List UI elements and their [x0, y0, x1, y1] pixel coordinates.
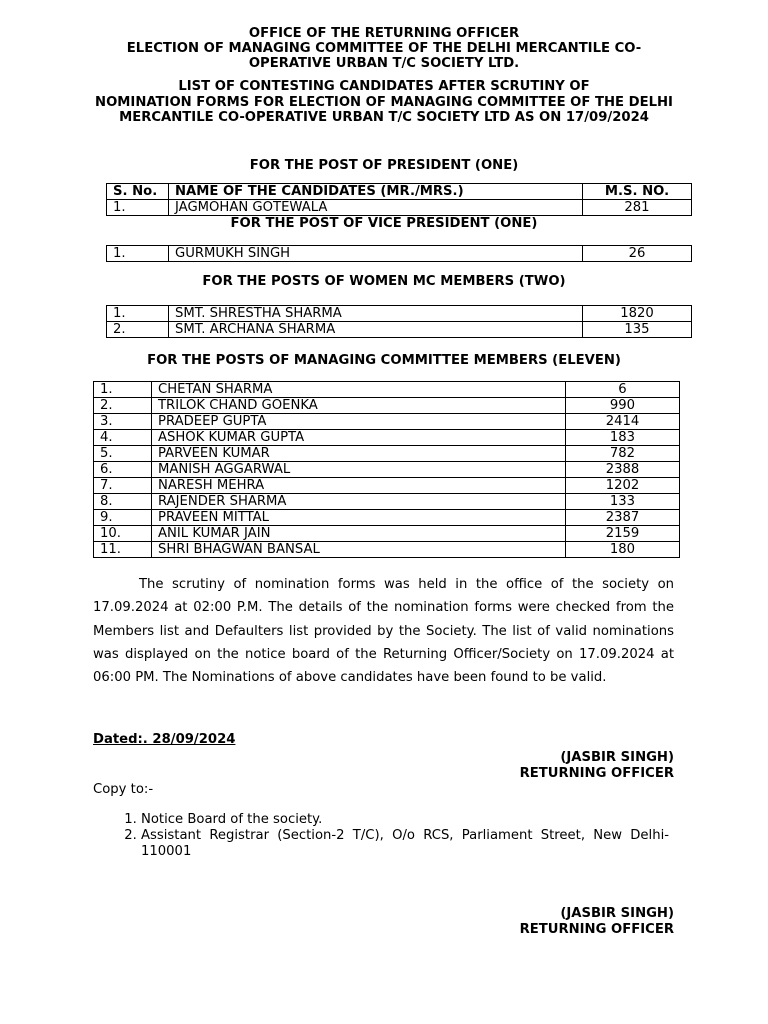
sno-cell: 1. — [94, 382, 152, 398]
sno-cell: 1. — [107, 306, 169, 322]
name-cell: SMT. ARCHANA SHARMA — [169, 322, 583, 338]
table-row — [94, 430, 680, 446]
list-item: 1. Notice Board of the society. — [141, 812, 669, 828]
list-title-line3: MERCANTILE CO-OPERATIVE URBAN T/C SOCIETY LTD AS ON 17/09/2024 — [119, 110, 649, 125]
table-row — [94, 510, 680, 526]
dated-label: Dated:. 28/09/2024 — [93, 732, 236, 747]
sno-header: S. No. — [107, 184, 169, 200]
ms-cell: 6 — [566, 382, 680, 398]
election-title-line1: ELECTION OF MANAGING COMMITTEE OF THE DELHI MERCANTILE CO- — [126, 41, 642, 56]
sno-cell: 1. — [107, 246, 169, 262]
table-row — [94, 398, 680, 414]
copy-to-label: Copy to:- — [93, 782, 154, 797]
list-title-line2: NOMINATION FORMS FOR ELECTION OF MANAGING COMMITTEE OF THE DELHI — [95, 95, 673, 110]
ms-cell: 2388 — [566, 462, 680, 478]
table-row — [94, 542, 680, 558]
table-row — [94, 526, 680, 542]
ms-cell: 135 — [583, 322, 692, 338]
name-cell: GURMUKH SINGH — [169, 246, 583, 262]
ms-cell: 1820 — [583, 306, 692, 322]
sno-cell: 11. — [94, 542, 152, 558]
vice-president-section-title: FOR THE POST OF VICE PRESIDENT (ONE) — [230, 216, 538, 231]
ms-cell: 1202 — [566, 478, 680, 494]
copy-to-list — [93, 812, 669, 860]
name-cell: RAJENDER SHARMA — [152, 494, 566, 510]
name-cell: CHETAN SHARMA — [152, 382, 566, 398]
table-row — [94, 382, 680, 398]
ms-cell: 26 — [583, 246, 692, 262]
ms-cell: 2387 — [566, 510, 680, 526]
ms-cell: 183 — [566, 430, 680, 446]
election-title-line2: OPERATIVE URBAN T/C SOCIETY LTD. — [248, 56, 520, 71]
sno-cell: 4. — [94, 430, 152, 446]
office-title: OFFICE OF THE RETURNING OFFICER — [248, 26, 520, 41]
signature-title: RETURNING OFFICER — [519, 922, 674, 937]
table-row — [94, 494, 680, 510]
sno-cell: 9. — [94, 510, 152, 526]
sno-cell: 8. — [94, 494, 152, 510]
name-cell: MANISH AGGARWAL — [152, 462, 566, 478]
name-cell: SHRI BHAGWAN BANSAL — [152, 542, 566, 558]
list-item: 2. Assistant Registrar (Section-2 T/C), O/o RCS, Parliament Street, New Delhi-110001 — [141, 828, 669, 860]
women-table — [106, 305, 692, 338]
name-cell: SMT. SHRESTHA SHARMA — [169, 306, 583, 322]
ms-cell: 782 — [566, 446, 680, 462]
signature-name: (JASBIR SINGH) — [560, 906, 674, 921]
mc-section-title: FOR THE POSTS OF MANAGING COMMITTEE MEMBERS (ELEVEN) — [147, 353, 621, 368]
mc-table — [93, 381, 680, 558]
sno-cell: 10. — [94, 526, 152, 542]
sno-cell: 3. — [94, 414, 152, 430]
name-cell: JAGMOHAN GOTEWALA — [169, 200, 583, 216]
ms-header: M.S. NO. — [583, 184, 692, 200]
table-row — [94, 414, 680, 430]
sno-cell: 1. — [107, 200, 169, 216]
women-section-title: FOR THE POSTS OF WOMEN MC MEMBERS (TWO) — [202, 274, 566, 289]
list-title-line1: LIST OF CONTESTING CANDIDATES AFTER SCRUTINY OF — [178, 79, 590, 94]
table-row — [94, 446, 680, 462]
ms-cell: 990 — [566, 398, 680, 414]
name-cell: PRAVEEN MITTAL — [152, 510, 566, 526]
president-table — [106, 183, 692, 216]
name-cell: ANIL KUMAR JAIN — [152, 526, 566, 542]
sno-cell: 7. — [94, 478, 152, 494]
ms-cell: 180 — [566, 542, 680, 558]
sno-cell: 6. — [94, 462, 152, 478]
table-row — [94, 462, 680, 478]
sno-cell: 2. — [94, 398, 152, 414]
name-cell: PRADEEP GUPTA — [152, 414, 566, 430]
vice-president-table — [106, 245, 692, 262]
sno-cell: 5. — [94, 446, 152, 462]
table-row — [107, 200, 692, 216]
table-row — [94, 478, 680, 494]
name-cell: ASHOK KUMAR GUPTA — [152, 430, 566, 446]
scrutiny-paragraph: The scrutiny of nomination forms was held in the office of the society on 17.09.2024 at 02:00 P.M. The details of the nomination forms were checked from the Members list and Defaulters list provided by the Society. The list of valid nominations was displayed on the notice board of the Returning Officer/Society on 17.09.2024 at 06:00 PM. The Nominations of above candidates have been found to be valid. — [93, 577, 674, 686]
table-header-row — [107, 184, 692, 200]
name-cell: TRILOK CHAND GOENKA — [152, 398, 566, 414]
name-cell: NARESH MEHRA — [152, 478, 566, 494]
ms-cell: 2414 — [566, 414, 680, 430]
table-row — [107, 306, 692, 322]
table-row — [107, 246, 692, 262]
signature-title: RETURNING OFFICER — [519, 766, 674, 781]
ms-cell: 2159 — [566, 526, 680, 542]
ms-cell: 281 — [583, 200, 692, 216]
name-header: NAME OF THE CANDIDATES (MR./MRS.) — [169, 184, 583, 200]
table-row — [107, 322, 692, 338]
president-section-title: FOR THE POST OF PRESIDENT (ONE) — [249, 158, 519, 173]
ms-cell: 133 — [566, 494, 680, 510]
sno-cell: 2. — [107, 322, 169, 338]
signature-name: (JASBIR SINGH) — [560, 750, 674, 765]
name-cell: PARVEEN KUMAR — [152, 446, 566, 462]
